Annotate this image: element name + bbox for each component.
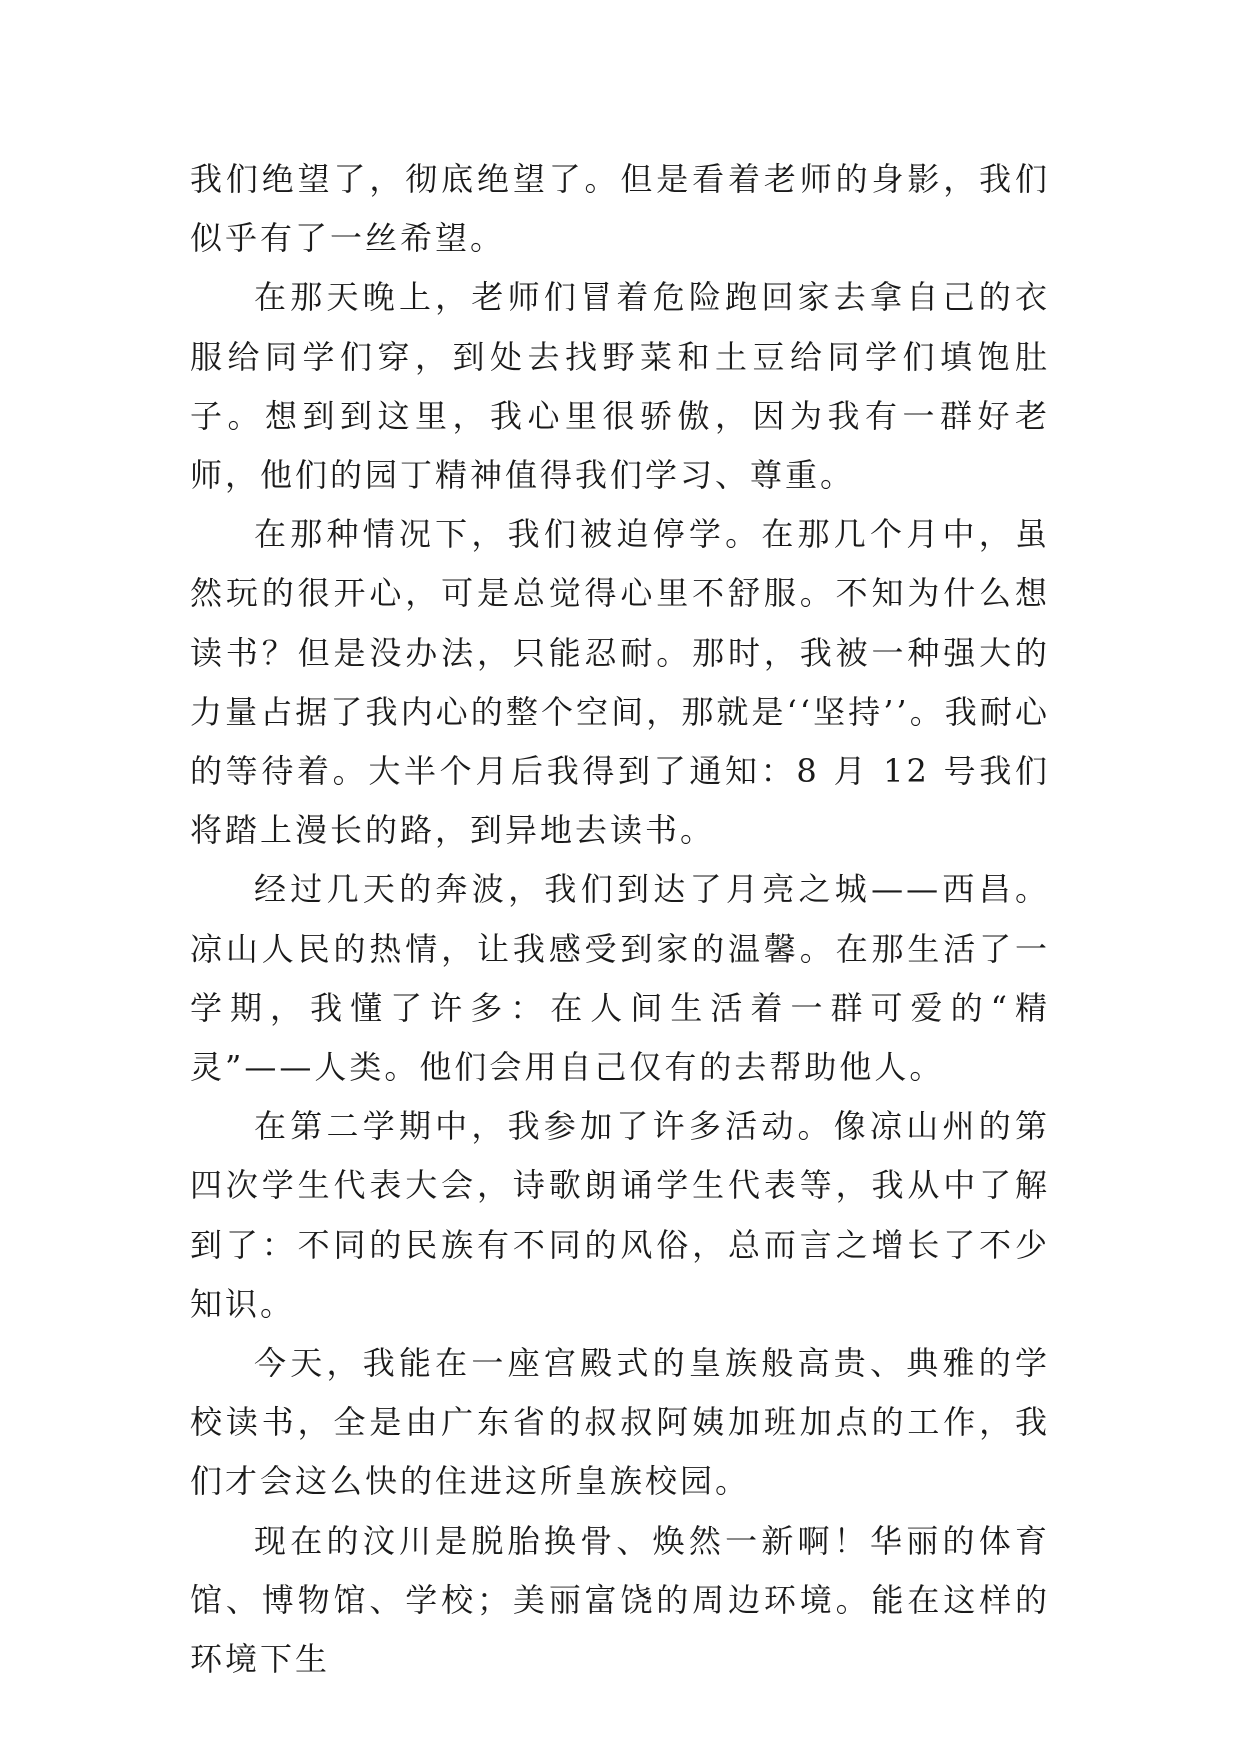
- paragraph: 在那天晚上，老师们冒着危险跑回家去拿自己的衣服给同学们穿，到处去找野菜和土豆给同学们填饱肚子。想到到这里，我心里很骄傲，因为我有一群好老师，他们的园丁精神值得我们学习、尊重。: [190, 278, 1050, 495]
- paragraph: 现在的汶川是脱胎换骨、焕然一新啊！华丽的体育馆、博物馆、学校；美丽富饶的周边环境。能在这样的环境下生: [190, 1521, 1050, 1679]
- paragraph: 在那种情况下，我们被迫停学。在那几个月中，虽然玩的很开心，可是总觉得心里不舒服。不知为什么想读书？但是没办法，只能忍耐。那时，我被一种强大的力量占据了我内心的整个空间，那就是‘‘坚持’’。我耐心的等待着。大半个月后我得到了通知：8 月 12 号我们将踏上漫长的路，到异地去读书。: [190, 515, 1050, 850]
- paragraph: 我们绝望了，彻底绝望了。但是看着老师的身影，我们似乎有了一丝希望。: [190, 160, 1050, 258]
- paragraph: 经过几天的奔波，我们到达了月亮之城——西昌。凉山人民的热情，让我感受到家的温馨。在那生活了一学期，我懂了许多：在人间生活着一群可爱的“精灵”——人类。他们会用自己仅有的去帮助他人。: [190, 870, 1050, 1087]
- paragraph: 在第二学期中，我参加了许多活动。像凉山州的第四次学生代表大会，诗歌朗诵学生代表等，我从中了解到了：不同的民族有不同的风俗，总而言之增长了不少知识。: [190, 1107, 1050, 1323]
- paragraph: 今天，我能在一座宫殿式的皇族般高贵、典雅的学校读书，全是由广东省的叔叔阿姨加班加点的工作，我们才会这么快的住进这所皇族校园。: [190, 1344, 1050, 1501]
- body-text: [190, 150, 1050, 1689]
